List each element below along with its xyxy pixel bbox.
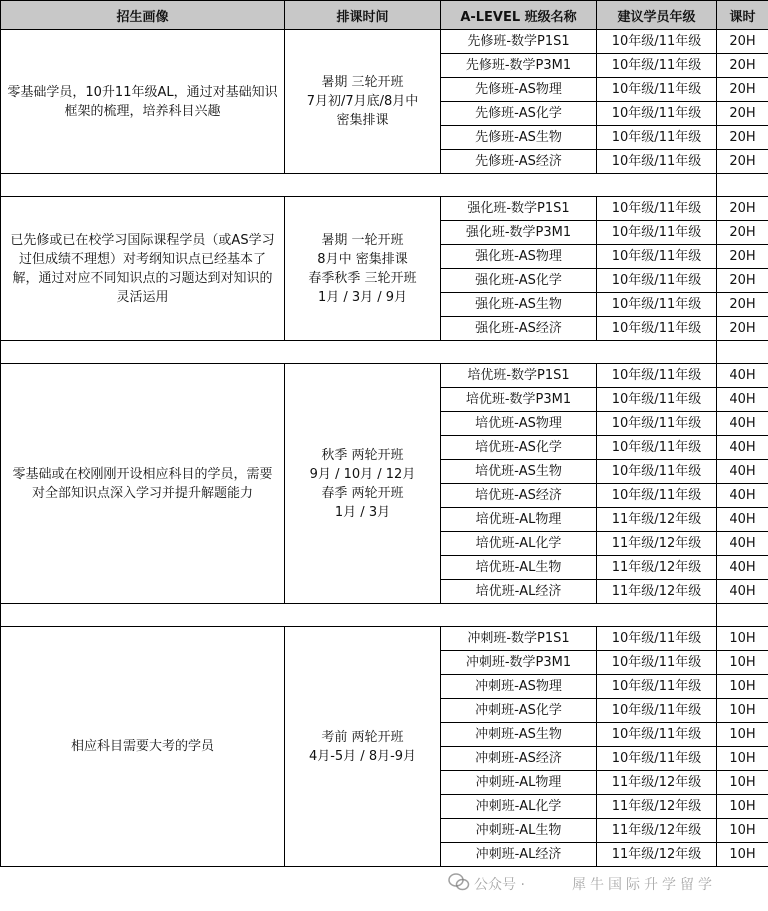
grade-cell: 10年级/11年级 bbox=[597, 221, 717, 245]
header-class-name: A-LEVEL 班级名称 bbox=[441, 1, 597, 30]
class-name-cell: 培优班-AL生物 bbox=[441, 556, 597, 580]
class-name-cell: 冲刺班-AL物理 bbox=[441, 771, 597, 795]
hours-cell: 40H bbox=[717, 508, 768, 532]
hours-cell: 10H bbox=[717, 699, 768, 723]
class-name-cell: 冲刺班-数学P1S1 bbox=[441, 627, 597, 651]
header-profile: 招生画像 bbox=[1, 1, 285, 30]
hours-cell: 10H bbox=[717, 747, 768, 771]
class-name-cell: 培优班-AL物理 bbox=[441, 508, 597, 532]
hours-cell: 40H bbox=[717, 364, 768, 388]
class-name-cell: 冲刺班-数学P3M1 bbox=[441, 651, 597, 675]
grade-cell: 10年级/11年级 bbox=[597, 102, 717, 126]
grade-cell: 11年级/12年级 bbox=[597, 508, 717, 532]
profile-cell bbox=[1, 364, 285, 604]
hours-cell: 20H bbox=[717, 317, 768, 341]
class-name-cell: 冲刺班-AS生物 bbox=[441, 723, 597, 747]
hours-cell: 10H bbox=[717, 771, 768, 795]
hours-cell: 10H bbox=[717, 651, 768, 675]
watermark bbox=[444, 868, 768, 904]
hours-cell: 40H bbox=[717, 532, 768, 556]
header-hours: 课时 bbox=[717, 1, 768, 30]
hours-cell: 20H bbox=[717, 78, 768, 102]
watermark-text-prefix: 公众号 · bbox=[474, 877, 525, 893]
separator-row bbox=[1, 341, 768, 364]
class-name-cell: 强化班-数学P1S1 bbox=[441, 197, 597, 221]
class-name-cell: 培优班-数学P1S1 bbox=[441, 364, 597, 388]
grade-cell: 11年级/12年级 bbox=[597, 843, 717, 867]
hours-cell: 10H bbox=[717, 819, 768, 843]
hours-cell: 40H bbox=[717, 436, 768, 460]
hours-cell: 10H bbox=[717, 843, 768, 867]
grade-cell: 10年级/11年级 bbox=[597, 126, 717, 150]
class-name-cell: 强化班-AS生物 bbox=[441, 293, 597, 317]
grade-cell: 10年级/11年级 bbox=[597, 364, 717, 388]
grade-cell: 11年级/12年级 bbox=[597, 556, 717, 580]
grade-cell: 10年级/11年级 bbox=[597, 460, 717, 484]
grade-cell: 10年级/11年级 bbox=[597, 388, 717, 412]
grade-cell: 10年级/11年级 bbox=[597, 269, 717, 293]
schedule-line: 春季 两轮开班 bbox=[321, 485, 404, 501]
table-row bbox=[1, 364, 768, 388]
hours-cell: 40H bbox=[717, 412, 768, 436]
table-row bbox=[1, 30, 768, 54]
separator-cell bbox=[717, 341, 768, 364]
table-row bbox=[1, 197, 768, 221]
hours-cell: 20H bbox=[717, 150, 768, 174]
separator-cell bbox=[1, 604, 717, 627]
schedule-line: 考前 两轮开班 bbox=[321, 729, 404, 745]
class-name-cell: 培优班-AS生物 bbox=[441, 460, 597, 484]
hours-cell: 10H bbox=[717, 675, 768, 699]
grade-cell: 10年级/11年级 bbox=[597, 675, 717, 699]
hours-cell: 20H bbox=[717, 30, 768, 54]
class-name-cell: 先修班-AS化学 bbox=[441, 102, 597, 126]
class-name-cell: 培优班-AL化学 bbox=[441, 532, 597, 556]
class-name-cell: 强化班-AS物理 bbox=[441, 245, 597, 269]
class-name-cell: 先修班-AS生物 bbox=[441, 126, 597, 150]
class-name-cell: 冲刺班-AL经济 bbox=[441, 843, 597, 867]
watermark-text-account: 犀牛国际升学留学 bbox=[572, 877, 716, 893]
grade-cell: 11年级/12年级 bbox=[597, 819, 717, 843]
grade-cell: 11年级/12年级 bbox=[597, 771, 717, 795]
separator-cell bbox=[1, 174, 717, 197]
profile-cell bbox=[1, 30, 285, 174]
hours-cell: 20H bbox=[717, 54, 768, 78]
grade-cell: 10年级/11年级 bbox=[597, 651, 717, 675]
grade-cell: 10年级/11年级 bbox=[597, 78, 717, 102]
class-name-cell: 培优班-AS物理 bbox=[441, 412, 597, 436]
grade-cell: 10年级/11年级 bbox=[597, 723, 717, 747]
schedule-line: 1月 / 3月 bbox=[334, 504, 391, 520]
class-name-cell: 冲刺班-AS物理 bbox=[441, 675, 597, 699]
class-name-cell: 冲刺班-AS经济 bbox=[441, 747, 597, 771]
class-name-cell: 培优班-AL经济 bbox=[441, 580, 597, 604]
grade-cell: 10年级/11年级 bbox=[597, 436, 717, 460]
schedule-line: 秋季 两轮开班 bbox=[321, 447, 404, 463]
class-name-cell: 强化班-AS化学 bbox=[441, 269, 597, 293]
schedule-cell bbox=[285, 197, 441, 341]
schedule-line: 暑期 一轮开班 bbox=[321, 232, 404, 248]
grade-cell: 10年级/11年级 bbox=[597, 747, 717, 771]
grade-cell: 10年级/11年级 bbox=[597, 197, 717, 221]
separator-cell bbox=[717, 174, 768, 197]
class-name-cell: 强化班-数学P3M1 bbox=[441, 221, 597, 245]
header-schedule: 排课时间 bbox=[285, 1, 441, 30]
class-name-cell: 冲刺班-AL生物 bbox=[441, 819, 597, 843]
schedule-line: 密集排课 bbox=[336, 113, 389, 128]
hours-cell: 40H bbox=[717, 556, 768, 580]
schedule-cell bbox=[285, 364, 441, 604]
grade-cell: 11年级/12年级 bbox=[597, 580, 717, 604]
hours-cell: 40H bbox=[717, 460, 768, 484]
schedule-line: 春季秋季 三轮开班 bbox=[308, 270, 417, 286]
grade-cell: 10年级/11年级 bbox=[597, 293, 717, 317]
class-name-cell: 先修班-数学P1S1 bbox=[441, 30, 597, 54]
grade-cell: 10年级/11年级 bbox=[597, 484, 717, 508]
schedule-cell bbox=[285, 627, 441, 867]
grade-cell: 11年级/12年级 bbox=[597, 795, 717, 819]
schedule-line: 7月初/7月底/8月中 bbox=[306, 94, 419, 109]
class-name-cell: 先修班-AS物理 bbox=[441, 78, 597, 102]
grade-cell: 10年级/11年级 bbox=[597, 245, 717, 269]
hours-cell: 40H bbox=[717, 580, 768, 604]
hours-cell: 10H bbox=[717, 627, 768, 651]
class-name-cell: 先修班-AS经济 bbox=[441, 150, 597, 174]
hours-cell: 20H bbox=[717, 245, 768, 269]
class-name-cell: 先修班-数学P3M1 bbox=[441, 54, 597, 78]
class-name-cell: 冲刺班-AS化学 bbox=[441, 699, 597, 723]
hours-cell: 40H bbox=[717, 388, 768, 412]
separator-row bbox=[1, 174, 768, 197]
class-name-cell: 冲刺班-AL化学 bbox=[441, 795, 597, 819]
grade-cell: 10年级/11年级 bbox=[597, 54, 717, 78]
schedule-line: 8月中 密集排课 bbox=[317, 251, 408, 267]
class-name-cell: 培优班-数学P3M1 bbox=[441, 388, 597, 412]
hours-cell: 40H bbox=[717, 484, 768, 508]
hours-cell: 20H bbox=[717, 221, 768, 245]
schedule-cell bbox=[285, 30, 441, 174]
wechat-logo-icon bbox=[448, 872, 470, 892]
hours-cell: 20H bbox=[717, 102, 768, 126]
header-grade: 建议学员年级 bbox=[597, 1, 717, 30]
grade-cell: 10年级/11年级 bbox=[597, 150, 717, 174]
profile-text: 零基础学员，10升11年级AL，通过对基础知识框架的梳理，培养科目兴趣 bbox=[7, 84, 278, 119]
profile-text: 已先修或已在校学习国际课程学员（或AS学习过但成绩不理想）对考纲知识点已经基本了解，通过对应不同知识点的习题达到对知识的灵活运用 bbox=[10, 232, 275, 305]
profile-cell bbox=[1, 197, 285, 341]
grade-cell: 11年级/12年级 bbox=[597, 532, 717, 556]
hours-cell: 20H bbox=[717, 293, 768, 317]
profile-text: 相应科目需要大考的学员 bbox=[70, 739, 214, 754]
hours-cell: 20H bbox=[717, 197, 768, 221]
hours-cell: 10H bbox=[717, 795, 768, 819]
hours-cell: 20H bbox=[717, 269, 768, 293]
profile-text: 零基础或在校刚刚开设相应科目的学员，需要对全部知识点深入学习并提升解题能力 bbox=[12, 466, 273, 501]
separator-cell bbox=[1, 341, 717, 364]
hours-cell: 20H bbox=[717, 126, 768, 150]
schedule-line: 9月 / 10月 / 12月 bbox=[309, 466, 416, 482]
table-body bbox=[1, 30, 768, 867]
separator-cell bbox=[717, 604, 768, 627]
grade-cell: 10年级/11年级 bbox=[597, 30, 717, 54]
schedule-line: 4月-5月 / 8月-9月 bbox=[308, 748, 417, 764]
grade-cell: 10年级/11年级 bbox=[597, 317, 717, 341]
grade-cell: 10年级/11年级 bbox=[597, 412, 717, 436]
hours-cell: 10H bbox=[717, 723, 768, 747]
class-name-cell: 培优班-AS经济 bbox=[441, 484, 597, 508]
header-row bbox=[1, 1, 768, 30]
profile-cell bbox=[1, 627, 285, 867]
grade-cell: 10年级/11年级 bbox=[597, 627, 717, 651]
schedule-line: 暑期 三轮开班 bbox=[321, 75, 404, 90]
class-name-cell: 强化班-AS经济 bbox=[441, 317, 597, 341]
class-name-cell: 培优班-AS化学 bbox=[441, 436, 597, 460]
table-row bbox=[1, 627, 768, 651]
separator-row bbox=[1, 604, 768, 627]
grade-cell: 10年级/11年级 bbox=[597, 699, 717, 723]
schedule-line: 1月 / 3月 / 9月 bbox=[317, 289, 408, 305]
